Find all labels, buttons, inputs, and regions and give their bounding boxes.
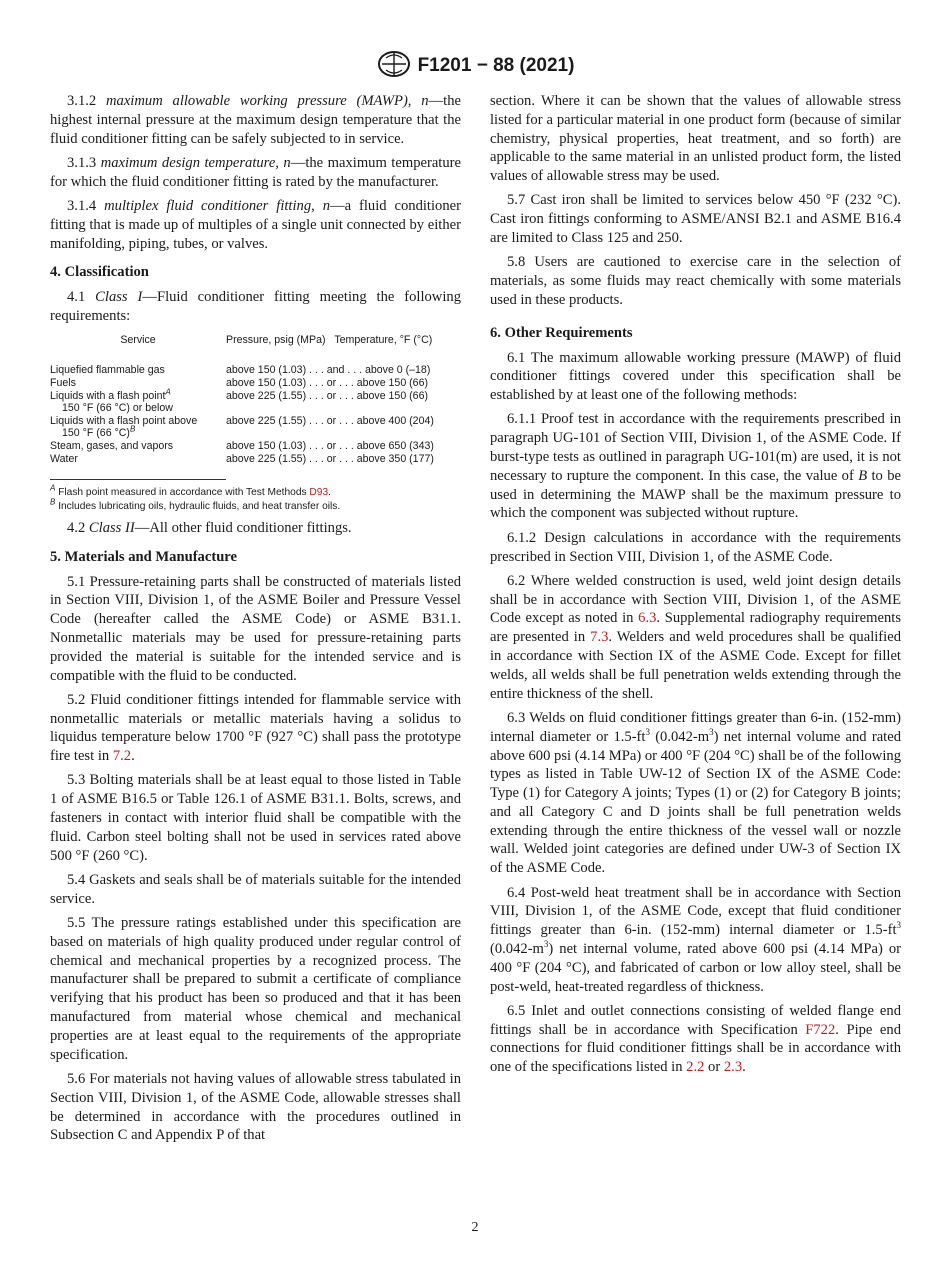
para-6-1-1: 6.1.1 Proof test in accordance with the requirements prescribed in paragraph UG-101 of Section VIII, Division 1, of the ASME Code. If burst-type tests as outlined in paragraph UG-101(m) are used, it is not necessary to rupture the component. In this case, the value of B to be used in determining the MAWP shall be the maximum pressure to which the component was subjected without rupture. <box>490 411 901 522</box>
para-5-2: 5.2 Fluid conditioner fittings intended for flammable service with nonmetallic materials or metallic materials having a solidus to liquidus temperature below 1700 °F (927 °C) shall pass the prototype fire test in 7.2. <box>50 691 461 765</box>
para-6-4: 6.4 Post-weld heat treatment shall be in accordance with Section VIII, Division 1, of the ASME Code, except that fluid conditioner fittings greater than 6-in. (152-mm) internal diameter or $1.5-ft^3$ $(0.042-m^3)$ net internal volume, rated above 600 psi (4.14 MPa) or 400 °F (204 °C), and fabricated of carbon or low alloy steel, shall be post-weld, heat-treated regardless of thickness. <box>490 884 901 995</box>
link-2-3[interactable]: 2.3 <box>723 1059 743 1076</box>
table-row: Liquids with a flash point above 150 °F (66 °C)$^B$ above 225 (1.55) . . . or . . . above 400 (204) <box>50 414 434 440</box>
para-5-6-start: 5.6 For materials not having values of allowable stress tabulated in Section VIII, Division 1, of the ASME Code, allowable stresses shall be determined in accordance with the procedures outlined in Subsection C and Appendix P of that <box>50 1070 461 1144</box>
footnote-divider <box>50 479 226 480</box>
para-5-8: 5.8 Users are cautioned to exercise care in the selection of materials, as some fluids may react chemically with some materials used in these products. <box>490 254 901 308</box>
para-3-1-4: 3.1.4 multiplex fluid conditioner fitting, n—a fluid conditioner fitting that is made up of multiples of a single unit connected by either manifolding, piping, tubes, or valves. <box>50 197 461 252</box>
para-5-1: 5.1 Pressure-retaining parts shall be constructed of materials listed in Section VIII, Division 1, of the ASME Boiler and Pressure Vessel Code (hereafter called the ASME Code) or ASME B31.1. Nonmetallic materials may be used for pressure-retaining parts provided the material is suitable for the intended service and is compatible with the fluid to be conducted. <box>50 573 461 684</box>
section-5-heading: 5. Materials and Manufacture <box>50 548 237 565</box>
link-7-2[interactable]: 7.2 <box>112 748 132 765</box>
para-5-7: 5.7 Cast iron shall be limited to services below 450 °F (232 °C). Cast iron fittings conforming to ASME/ANSI B2.1 and ASME B16.4 are limited to Class 125 and 250. <box>490 192 901 247</box>
class-i-table <box>50 332 461 465</box>
para-5-6-cont: section. Where it can be shown that the values of allowable stress listed for a particular material in one product form (because of similar chemistry, physical properties, heat treatment, and so forth) are applicable to the same material in an unlisted product form, the listed values of allowable stress may be used. <box>490 93 901 185</box>
link-2-2[interactable]: 2.2 <box>686 1059 705 1076</box>
footnote-b: $^B$ Includes lubricating oils, hydraulic fluids, and heat transfer oils. <box>50 497 341 512</box>
table-header-pressure: Pressure, psig (MPa) Temperature, °F (°C) <box>226 333 433 346</box>
table-row: Liquids with a flash point$^A$ 150 °F (66 °C) or below above 225 (1.55) . . . or . . . above 150 (66) <box>50 387 428 415</box>
section-4-heading: 4. Classification <box>50 264 149 281</box>
para-5-3: 5.3 Bolting materials shall be at least equal to those listed in Table 1 of ASME B16.5 or Table 126.1 of ASME B31.1. Bolts, screws, and fasteners in contact with interior fluid shall be compatible with the fluid. Carbon steel bolting shall not be used in services rated above 500 °F (260 °C). <box>50 772 461 864</box>
link-f722[interactable]: F722 <box>805 1021 836 1038</box>
right-column <box>490 92 901 1083</box>
left-column <box>50 92 461 1151</box>
table-row: Water above 225 (1.55) . . . or . . . above 350 (177) <box>50 452 434 465</box>
table-header-service: Service <box>120 333 156 346</box>
designation: F1201 − 88 (2021) <box>417 55 575 77</box>
table-row: Liquefied flammable gas above 150 (1.03) . . . and . . . above 0 (–18) <box>50 364 431 377</box>
para-6-1: 6.1 The maximum allowable working pressure (MAWP) of fluid conditioner fittings covered under this specification shall be established by at least one of the following methods: <box>490 349 901 404</box>
para-5-4: 5.4 Gaskets and seals shall be of materials suitable for the intended service. <box>50 871 461 907</box>
para-6-5: 6.5 Inlet and outlet connections consisting of welded flange end fittings shall be in accordance with Specification F722. Pipe end connections for fluid conditioner fittings shall be in accordance with one of the specifications listed in 2.2 or 2.3. <box>490 1002 901 1076</box>
para-6-3: 6.3 Welds on fluid conditioner fittings greater than 6-in. (152-mm) internal diameter or $1.5-ft^3$ $(0.042-m^3)$ net internal volume and rated above 600 psi (4.14 MPa) or 400 °F (204 °C) shall be of the following types as listed in Table UW-12 of Section IX of the ASME Code: Type (1) for Category A joints; Types (1) or (2) for Category B joints; and all Category C and D joints shall be full penetration welds extending through the entire thickness of the vessel wall or nozzle wall. Welded joint categories are defined under UW-3 of Section IX of the ASME Code. <box>490 709 901 877</box>
para-6-1-2: 6.1.2 Design calculations in accordance with the requirements prescribed in Section VIII, Division 1, of the ASME Code. <box>490 529 901 565</box>
footnote-a: $^A$ Flash point measured in accordance with Test Methods D93. <box>50 483 331 499</box>
link-d93[interactable]: D93 <box>309 487 329 499</box>
para-5-5: 5.5 The pressure ratings established under this specification are based on materials of high quality produced under regular control of chemical and mechanical properties by a recognized process. The manufacturer shall be prepared to submit a certificate of compliance verifying that his product has been so produced and that it has been manufactured from material whose chemical and mechanical properties are at least equal to the requirements of the appropriate specification. <box>50 915 461 1063</box>
para-3-1-3: 3.1.3 maximum design temperature, n—the maximum temperature for which the fluid conditioner fitting is rated by the manufacturer. <box>50 154 461 190</box>
section-6-heading: 6. Other Requirements <box>490 324 633 341</box>
table-row: Fuels above 150 (1.03) . . . or . . . above 150 (66) <box>50 376 428 389</box>
astm-logo-icon <box>376 50 412 78</box>
link-7-3[interactable]: 7.3 <box>590 629 609 646</box>
page-header <box>0 52 950 80</box>
para-6-2: 6.2 Where welded construction is used, weld joint design details shall be in accordance with Section VIII, Division 1, of the ASME Code except as noted in 6.3. Supplemental radiography requirements are presented in 7.3. Welders and weld procedures shall be qualified in accordance with Section IX of the ASME Code. Except for fillet welds, all welds shall be full penetration welds extending through the entire thickness of the shell. <box>490 572 901 702</box>
link-6-3[interactable]: 6.3 <box>638 610 657 627</box>
table-row: Steam, gases, and vapors above 150 (1.03) . . . or . . . above 650 (343) <box>50 439 434 452</box>
para-4-2: 4.2 Class II—All other fluid conditioner fittings. <box>67 519 352 536</box>
para-4-1: 4.1 Class I—Fluid conditioner fitting meeting the following requirements: <box>50 289 461 324</box>
page-number: 2 <box>471 1220 479 1235</box>
para-3-1-2: 3.1.2 maximum allowable working pressure (MAWP), n—the highest internal pressure at the maximum design temperature that the fluid conditioner fitting can be safely subjected to in service. <box>50 93 461 147</box>
